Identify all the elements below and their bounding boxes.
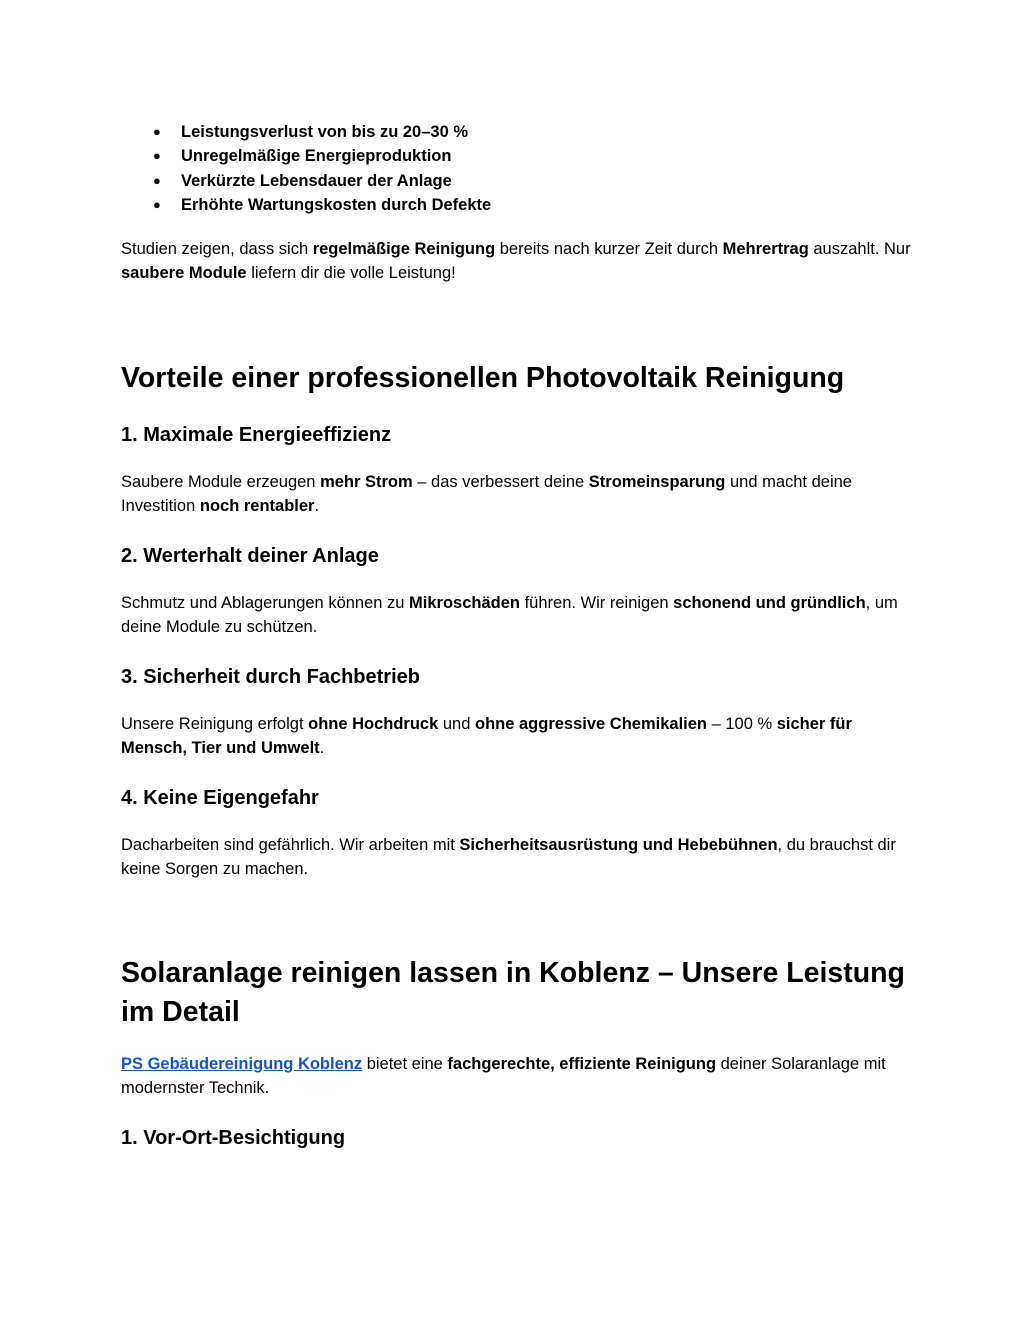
paragraph-sicherheit: Unsere Reinigung erfolgt ohne Hochdruck und ohne aggressive Chemikalien – 100 % sicher für Mensch, Tier und Umwelt. bbox=[121, 715, 852, 758]
company-link[interactable]: PS Gebäudereinigung Koblenz bbox=[121, 1055, 363, 1073]
subheading-werterhalt: 2. Werterhalt deiner Anlage bbox=[121, 545, 379, 567]
paragraph-leistung-intro: PS Gebäudereinigung Koblenz bietet eine fachgerechte, effiziente Reinigung deiner Solaranlage mit modernster Technik. bbox=[121, 1055, 886, 1098]
bullet-list bbox=[121, 120, 491, 218]
paragraph-eigengefahr: Dacharbeiten sind gefährlich. Wir arbeiten mit Sicherheitsausrüstung und Hebebühnen, du brauchst dir keine Sorgen zu machen. bbox=[121, 836, 896, 879]
paragraph-werterhalt: Schmutz und Ablagerungen können zu Mikroschäden führen. Wir reinigen schonend und gründlich, um deine Module zu schützen. bbox=[121, 594, 898, 637]
list-item: ● Unregelmäßige Energieproduktion bbox=[121, 144, 491, 168]
bullet-icon: ● bbox=[153, 197, 161, 213]
paragraph-energieeffizienz: Saubere Module erzeugen mehr Strom – das verbessert deine Stromeinsparung und macht deine Investition noch rentabler. bbox=[121, 473, 852, 516]
subheading-besichtigung: 1. Vor-Ort-Besichtigung bbox=[121, 1127, 346, 1149]
list-item: ● Verkürzte Lebensdauer der Anlage bbox=[121, 169, 491, 193]
bullet-icon: ● bbox=[153, 148, 161, 164]
subheading-energieeffizienz: 1. Maximale Energieeffizienz bbox=[121, 424, 392, 446]
heading-leistung: Solaranlage reinigen lassen in Koblenz – Unsere Leistung im Detail bbox=[121, 957, 905, 1028]
list-item: ● Erhöhte Wartungskosten durch Defekte bbox=[121, 193, 491, 217]
heading-vorteile: Vorteile einer professionellen Photovoltaik Reinigung bbox=[121, 362, 845, 394]
bullet-icon: ● bbox=[153, 172, 161, 188]
subheading-sicherheit: 3. Sicherheit durch Fachbetrieb bbox=[121, 666, 420, 688]
bullet-icon: ● bbox=[153, 124, 161, 139]
subheading-eigengefahr: 4. Keine Eigengefahr bbox=[121, 787, 319, 809]
paragraph-studien: Studien zeigen, dass sich regelmäßige Reinigung bereits nach kurzer Zeit durch Mehrertrag auszahlt. Nur saubere Module liefern dir die volle Leistung! bbox=[121, 240, 911, 283]
list-item: ● Leistungsverlust von bis zu 20–30 % bbox=[121, 120, 491, 144]
